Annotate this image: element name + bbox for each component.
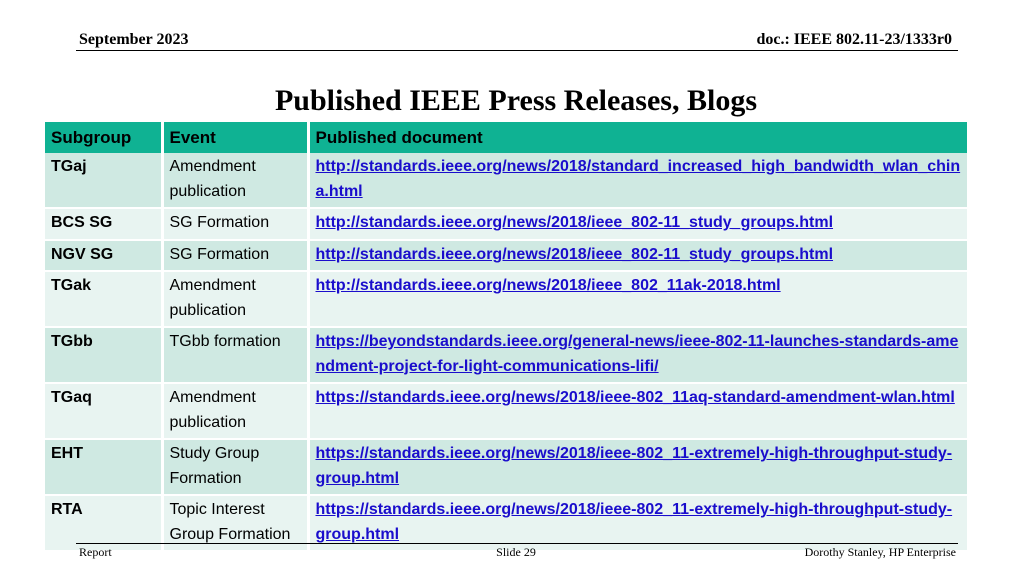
document-cell [308,383,967,439]
event-cell: Amendment publication [162,271,308,327]
document-link[interactable]: https://beyondstandards.ieee.org/general-news/ieee-802-11-launches-standards-amendment-project-for-light-communications-lifi/ [315,333,959,375]
table-header-row [45,122,967,153]
event-cell: Topic Interest Group Formation [162,495,308,551]
document-cell [308,208,967,240]
document-cell [308,240,967,272]
document-link[interactable]: https://standards.ieee.org/news/2018/ieee-802_11-extremely-high-throughput-study-group.html [315,445,953,487]
table-row [45,327,967,383]
subgroup-cell: EHT [45,439,162,495]
table-row [45,383,967,439]
header-rule [76,50,958,51]
table-row [45,208,967,240]
document-link[interactable]: https://standards.ieee.org/news/2018/ieee-802_11-extremely-high-throughput-study-group.html [315,501,953,543]
document-cell [308,439,967,495]
column-header-subgroup: Subgroup [45,122,162,153]
subgroup-cell: TGbb [45,327,162,383]
footer-slide-number: Slide 29 [496,545,536,559]
event-cell: Amendment publication [162,383,308,439]
document-link[interactable]: http://standards.ieee.org/news/2018/ieee_802_11ak-2018.html [315,277,781,294]
event-cell: Amendment publication [162,153,308,208]
event-cell: SG Formation [162,208,308,240]
subgroup-cell: TGaj [45,153,162,208]
table-row [45,439,967,495]
document-cell [308,327,967,383]
event-cell: TGbb formation [162,327,308,383]
document-cell [308,153,967,208]
event-cell: SG Formation [162,240,308,272]
subgroup-cell: BCS SG [45,208,162,240]
column-header-published-document: Published document [308,122,967,153]
document-link[interactable]: http://standards.ieee.org/news/2018/standard_increased_high_bandwidth_wlan_china.html [315,158,961,200]
footer-report: Report [79,545,112,559]
table-row [45,271,967,327]
document-link[interactable]: http://standards.ieee.org/news/2018/ieee_802-11_study_groups.html [315,214,834,231]
header-doc-id: doc.: IEEE 802.11-23/1333r0 [756,31,952,48]
footer-author: Dorothy Stanley, HP Enterprise [804,545,956,559]
subgroup-cell: TGak [45,271,162,327]
table-row [45,240,967,272]
document-cell [308,271,967,327]
press-releases-table [45,122,967,552]
slide-title: Published IEEE Press Releases, Blogs [274,84,757,117]
footer-rule [76,543,958,544]
subgroup-cell: NGV SG [45,240,162,272]
event-cell: Study Group Formation [162,439,308,495]
document-link[interactable]: https://standards.ieee.org/news/2018/ieee-802_11aq-standard-amendment-wlan.html [315,389,955,406]
subgroup-cell: RTA [45,495,162,551]
header-date: September 2023 [79,31,189,48]
table-row [45,153,967,208]
document-link[interactable]: http://standards.ieee.org/news/2018/ieee_802-11_study_groups.html [315,245,834,263]
column-header-event: Event [162,122,308,153]
subgroup-cell: TGaq [45,383,162,439]
